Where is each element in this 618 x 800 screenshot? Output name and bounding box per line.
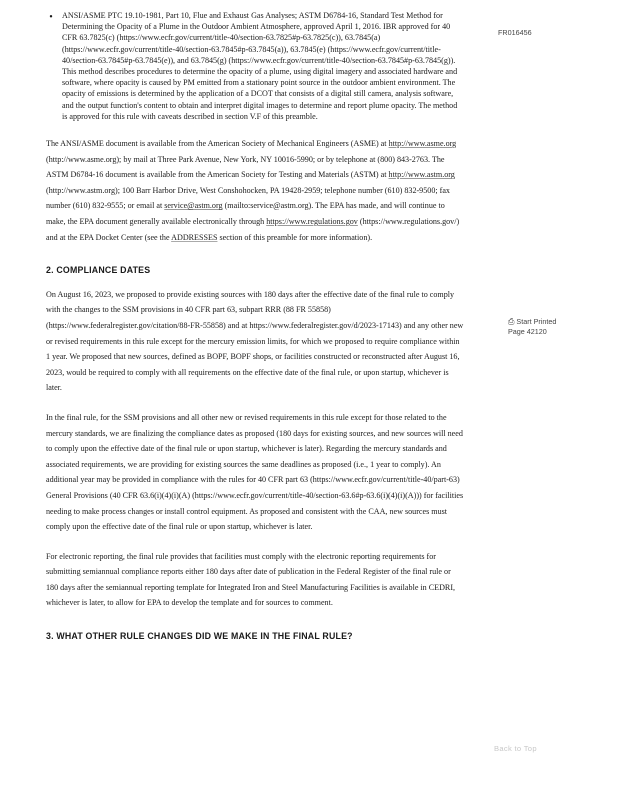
addresses-link[interactable]: ADDRESSES [171, 232, 218, 242]
bullet-item [46, 10, 464, 122]
federal-register-reference: FR016456 [498, 28, 532, 37]
section-heading-other-changes: 3. WHAT OTHER RULE CHANGES DID WE MAKE IN THE FINAL RULE? [46, 631, 353, 642]
section-heading-compliance-dates: 2. COMPLIANCE DATES [46, 265, 151, 276]
printed-page-number: Page 42120 [508, 327, 547, 336]
print-icon: ⎙ [508, 317, 515, 326]
compliance-text-1b: https://www.federalregister.gov/d/2023-17143) and any other new or revised requirements in this rule except for the mercury emission limits, for which we proposed to require compliance within 1 year. We proposed that new sources, defined as BOPF, BOPF shops, or facilities constructed or reconstructed after August 16, 2023, would be required to comply with all requirements on the effective date of the final rule, or upon startup, whichever is later. [46, 320, 464, 393]
main-content [46, 10, 464, 645]
availability-text-3: (http://www.astm.org); 100 Barr Harbor Drive, West Conshohocken, PA 19428-2959; telephone number (610) 832-9500; fax number (610) 832-9555; or email at [46, 185, 450, 211]
astm-email-link[interactable]: service@astm.org [164, 201, 223, 211]
asme-link[interactable]: http://www.asme.org [388, 139, 457, 149]
astm-link[interactable]: http://www.astm.org [388, 170, 455, 180]
back-to-top-link[interactable]: Back to Top [494, 744, 537, 753]
compliance-paragraph-3: For electronic reporting, the final rule provides that facilities must comply with the electronic reporting requirements for submitting semiannual compliance reports either 180 days after date of publication in the Federal Register of the final rule or 180 days after the semiannual reporting template for Integrated Iron and Steel Manufacturing Facilities is available in CEDRI, whichever is later, to allow for EPA to develop the template and for sources to comment. [46, 551, 456, 608]
start-printed-page-note [508, 317, 556, 337]
regulations-gov-link[interactable]: https://www.regulations.gov [266, 217, 358, 226]
availability-paragraph [46, 136, 464, 245]
bullet-text: ANSI/ASME PTC 19.10-1981, Part 10, Flue and Exhaust Gas Analyses; ASTM D6784-16, Standard Test Method for Determining the Opacity of a Plume in the Outdoor Ambient Atmosphere, approved April 1, 2016. IBR approved for 40 CFR 63.7825(c) (https://www.ecfr.gov/current/title-40/section-63.7825#p-63.7825(c)), 63.7845(a) (https://www.ecfr.gov/current/title-40/section-63.7845#p-63.7845(a)), 63.7845(e) (https://www.ecfr.gov/current/title-40/section-63.7845#p-63.7845(e)), and 63.7845(g) (https://www.ecfr.gov/current/title-40/section-63.7845#p-63.7845(g)). This method describes procedures to determine the opacity of a plume, using digital imagery and associated hardware and software, where opacity is caused by PM emitted from a stationary point source in the outdoor ambient environment. The opacity of emissions is determined by the application of a DCOT that consists of a digital still camera, analysis software, and the output function's content to obtain and interpret digital images to determine and report plume opacity. The method is approved for this rule with caveats described in section V.F of this preamble. [62, 11, 458, 121]
start-printed-label: Start Printed [516, 317, 557, 326]
availability-text-1: The ANSI/ASME document is available from the American Society of Mechanical Engineers (ASME) at [46, 139, 387, 149]
availability-text-2: (http://www.asme.org); by mail at Three Park Avenue, New York, NY 10016-5990; or by telephone at (800) 843-2763. The ASTM D6784-16 document is available from the American Society for Testing and Materials (ASTM) at [46, 154, 445, 180]
bullet-icon: • [49, 12, 53, 23]
compliance-text-1a: On August 16, 2023, we proposed to provide existing sources with 180 days after the effective date of the final rule to comply with the changes to the SSM provisions in 40 CFR part 63, subpart RRR (88 FR 55858) (https://www.federalregister.gov/citation/88-FR-55858) and at [46, 289, 455, 330]
availability-text-4: (mailto:service@astm.org). The EPA has made, and will continue to make, the EPA document generally available electronically through [46, 201, 445, 226]
availability-text-5: (https://www.regulations.gov/) and at the EPA Docket Center (see the [46, 217, 460, 242]
compliance-paragraph-2: In the final rule, for the SSM provisions and all other new or revised requirements in this rule except for those related to the mercury standards, we are finalizing the compliance dates as proposed (180 days for existing sources, and new sources will need to comply upon the effective date of the final rule or upon startup, whichever is later). Regarding the mercury standards and associated requirements, we are providing for existing sources the same deadlines as proposed (i.e., 1 year to comply). An additional year may be provided in compliance with the rules for 40 CFR part 63 (https://www.ecfr.gov/current/title-40/part-63) General Provisions (40 CFR 63.6(i)(4)(i)(A) (https://www.ecfr.gov/current/title-40/section-63.6#p-63.6(i)(4)(i)(A))) for facilities needing to make process changes or install control equipment. As proposed and consistent with the CAA, new sources must comply upon the effective date of the final rule or upon startup, whichever is later. [46, 412, 464, 532]
compliance-paragraph-1 [46, 287, 464, 396]
availability-text-6: section of this preamble for more information). [219, 232, 373, 242]
